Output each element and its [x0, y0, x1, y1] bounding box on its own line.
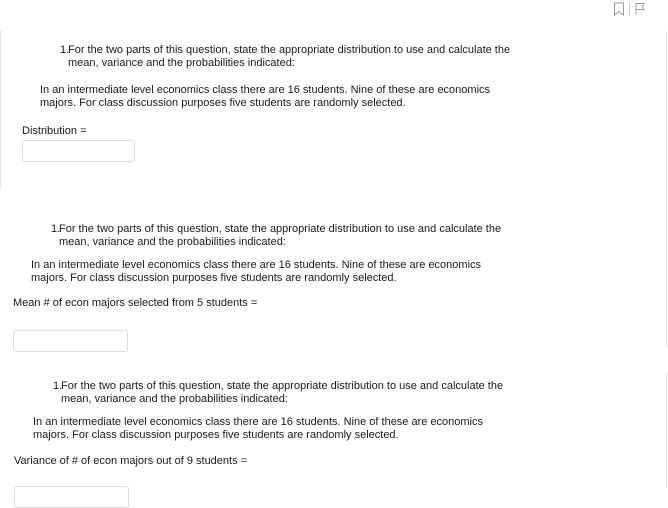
variance-label: Variance of # of econ majors out of 9 students =	[14, 455, 248, 467]
distribution-label: Distribution =	[22, 125, 87, 137]
mean-input[interactable]	[13, 330, 128, 352]
question-block-2	[0, 210, 668, 360]
question-number: 1.	[51, 223, 61, 235]
problem-statement: In an intermediate level economics class there are 16 students. Nine of these are economics majors. For class discussion purposes five students are randomly selected.	[31, 259, 482, 284]
question-number: 1.	[60, 44, 70, 56]
question-number: 1.	[53, 380, 63, 392]
problem-statement: In an intermediate level economics class there are 16 students. Nine of these are economics majors. For class discussion purposes five students are randomly selected.	[40, 84, 491, 109]
question-prompt-text: For the two parts of this question, state the appropriate distribution to use and calculate the mean, variance and the probabilities indicated:	[68, 44, 511, 69]
question-prompt	[60, 44, 520, 70]
question-prompt	[53, 380, 518, 406]
question-prompt	[51, 223, 511, 249]
variance-input[interactable]	[14, 486, 129, 508]
question-prompt-text: For the two parts of this question, state the appropriate distribution to use and calculate the mean, variance and the probabilities indicated:	[59, 223, 502, 248]
question-prompt-text: For the two parts of this question, state the appropriate distribution to use and calculate the mean, variance and the probabilities indicated:	[61, 380, 504, 405]
mean-label: Mean # of econ majors selected from 5 students =	[13, 297, 258, 309]
question-block-1	[0, 0, 668, 190]
problem-statement: In an intermediate level economics class there are 16 students. Nine of these are economics majors. For class discussion purposes five students are randomly selected.	[33, 416, 484, 441]
distribution-input[interactable]	[22, 140, 135, 162]
question-block-3	[0, 370, 668, 488]
